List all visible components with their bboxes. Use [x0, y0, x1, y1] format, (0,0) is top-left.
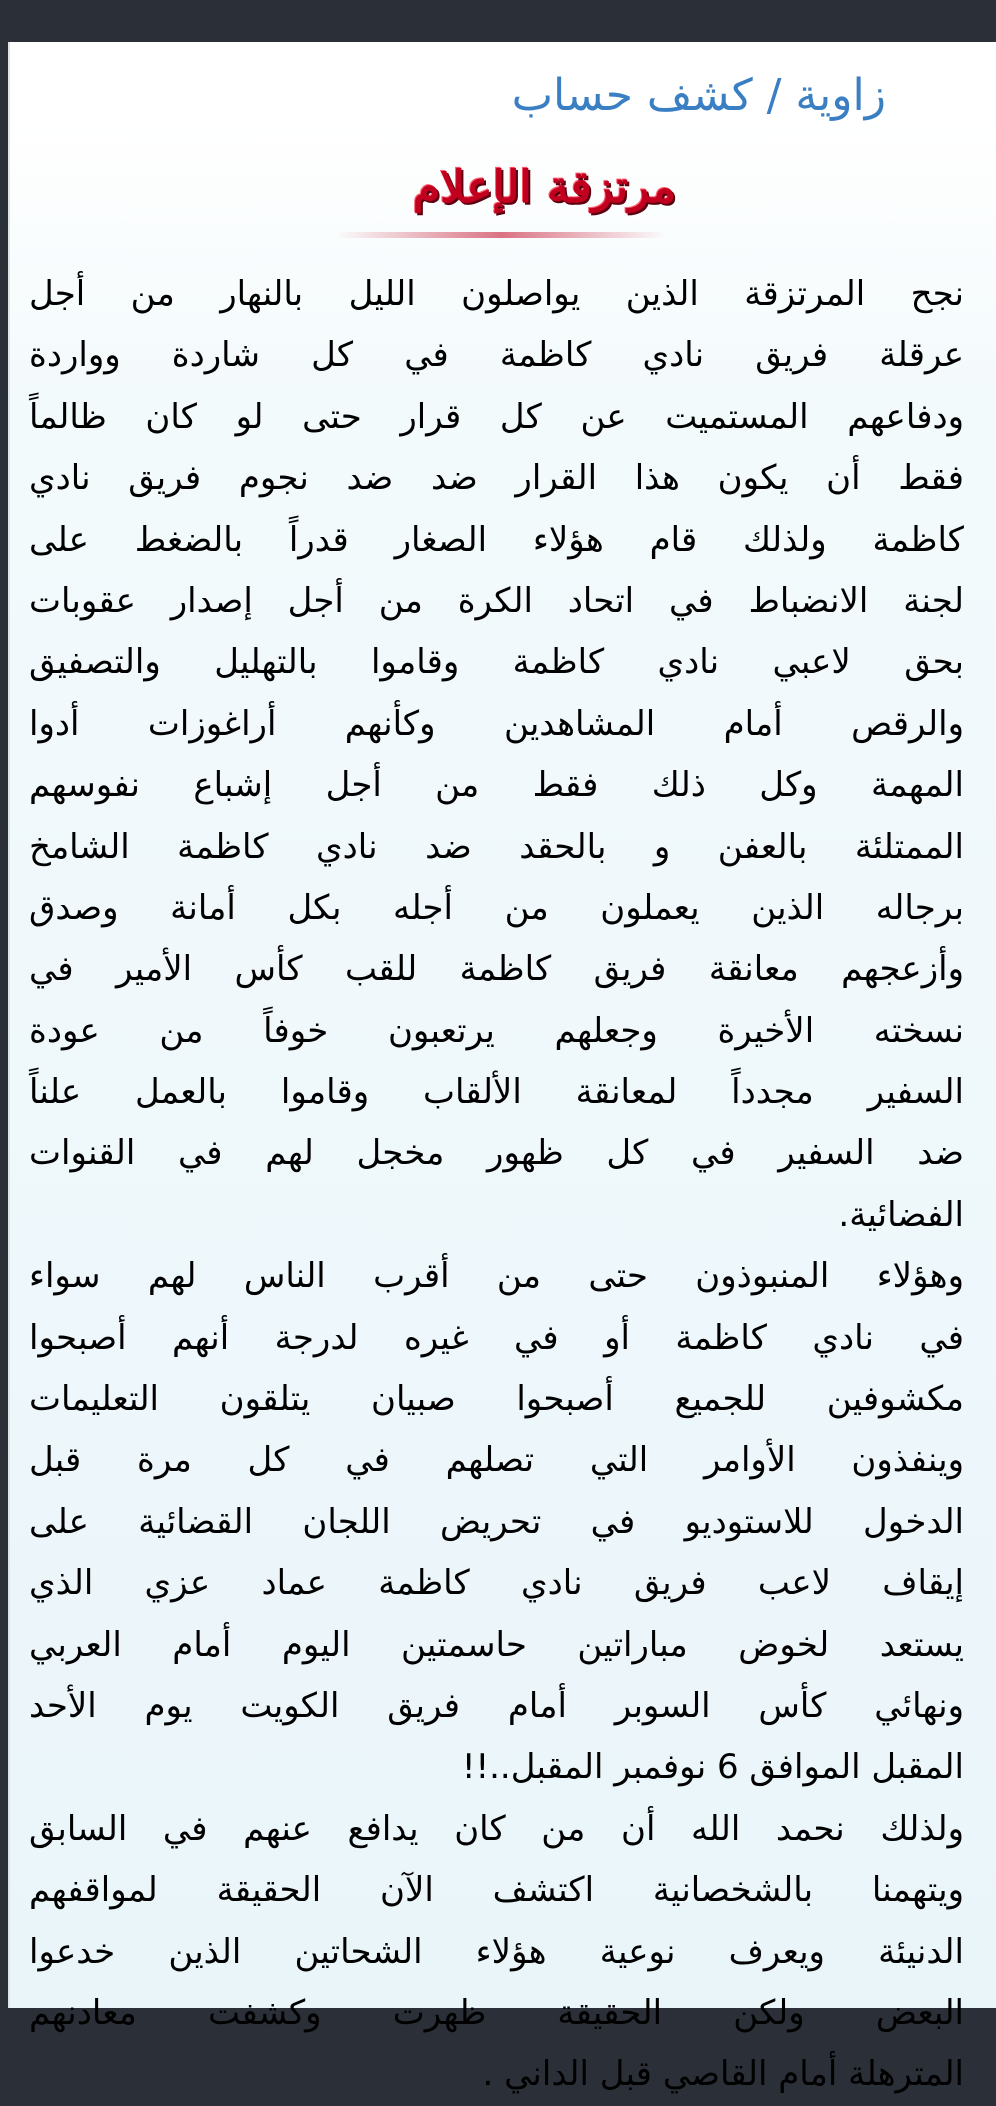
article-line: مكشوفين للجميع أصبحوا صبيان يتلقون التعليمات	[29, 1379, 964, 1420]
article-line: عرقلة فريق نادي كاظمة في كل شاردة وواردة	[29, 335, 964, 376]
article-line: الدنيئة ويعرف نوعية هؤلاء الشحاتين الذين خدعوا	[29, 1931, 964, 1972]
article-line: البعض ولكن الحقيقة ظهرت وكشفت معادنهم	[29, 1992, 964, 2033]
article-line: ونهائي كأس السوبر أمام فريق الكويت يوم الأحد	[29, 1685, 964, 1726]
article-line: إيقاف لاعب فريق نادي كاظمة عماد عزي الذي	[29, 1563, 964, 1604]
article-line: يستعد لخوض مباراتين حاسمتين اليوم أمام العربي	[29, 1624, 964, 1665]
article-line: وأزعجهم معانقة فريق كاظمة للقب كأس الأمير في	[29, 949, 964, 990]
article-body	[29, 264, 964, 2106]
newspaper-clipping	[8, 42, 996, 2095]
article-line: الفضائية.	[838, 1194, 964, 1235]
article-line: الممتلئة بالعفن و بالحقد ضد نادي كاظمة الشامخ	[29, 826, 964, 867]
article-line: في نادي كاظمة أو في غيره لدرجة أنهم أصبحوا	[29, 1317, 964, 1358]
article-line: نجح المرتزقة الذين يواصلون الليل بالنهار من أجل	[29, 274, 964, 314]
article-line: برجاله الذين يعملون من أجله بكل أمانة وصدق	[29, 887, 964, 928]
article-line: ودفاعهم المستميت عن كل قرار حتى لو كان ظالماً	[29, 396, 964, 437]
article-line: ويتهمنا بالشخصانية اكتشف الآن الحقيقة لمواقفهم	[29, 1870, 964, 1911]
article-line: نسخته الأخيرة وجعلهم يرتعبون خوفاً من عودة	[29, 1010, 964, 1051]
headline-underline-decoration	[336, 232, 666, 238]
article-line: ولذلك نحمد الله أن من كان يدافع عنهم في السابق	[29, 1808, 964, 1849]
column-label: زاوية / كشف حساب	[511, 70, 886, 121]
article-line: لجنة الانضباط في اتحاد الكرة من أجل إصدار عقوبات	[29, 580, 964, 621]
article-line: كاظمة ولذلك قام هؤلاء الصغار قدراً بالضغط على	[29, 519, 964, 560]
article-line: بحق لاعبي نادي كاظمة وقاموا بالتهليل والتصفيق	[29, 642, 964, 683]
article-line: المترهلة أمام القاصي قبل الداني .	[482, 2054, 964, 2095]
article-line: فقط أن يكون هذا القرار ضد ضد نجوم فريق نادي	[29, 458, 964, 499]
article-line: ضد السفير في كل ظهور مخجل لهم في القنوات	[29, 1133, 964, 1174]
article-line: الدخول للاستوديو في تحريض اللجان القضائية على	[29, 1501, 964, 1542]
article-line: المقبل الموافق 6 نوفمبر المقبل..!!	[461, 1747, 964, 1788]
article-headline: مرتزقة الإعلام	[412, 162, 676, 213]
article-line: وهؤلاء المنبوذون حتى من أقرب الناس لهم سواء	[29, 1256, 964, 1297]
article-line: المهمة وكل ذلك فقط من أجل إشباع نفوسهم	[29, 765, 964, 806]
article-line: والرقص أمام المشاهدين وكأنهم أراغوزات أدوا	[29, 703, 964, 744]
article-line: السفير مجدداً لمعانقة الألقاب وقاموا بالعمل علناً	[29, 1072, 964, 1113]
article-line: وينفذون الأوامر التي تصلهم في كل مرة قبل	[29, 1440, 964, 1481]
